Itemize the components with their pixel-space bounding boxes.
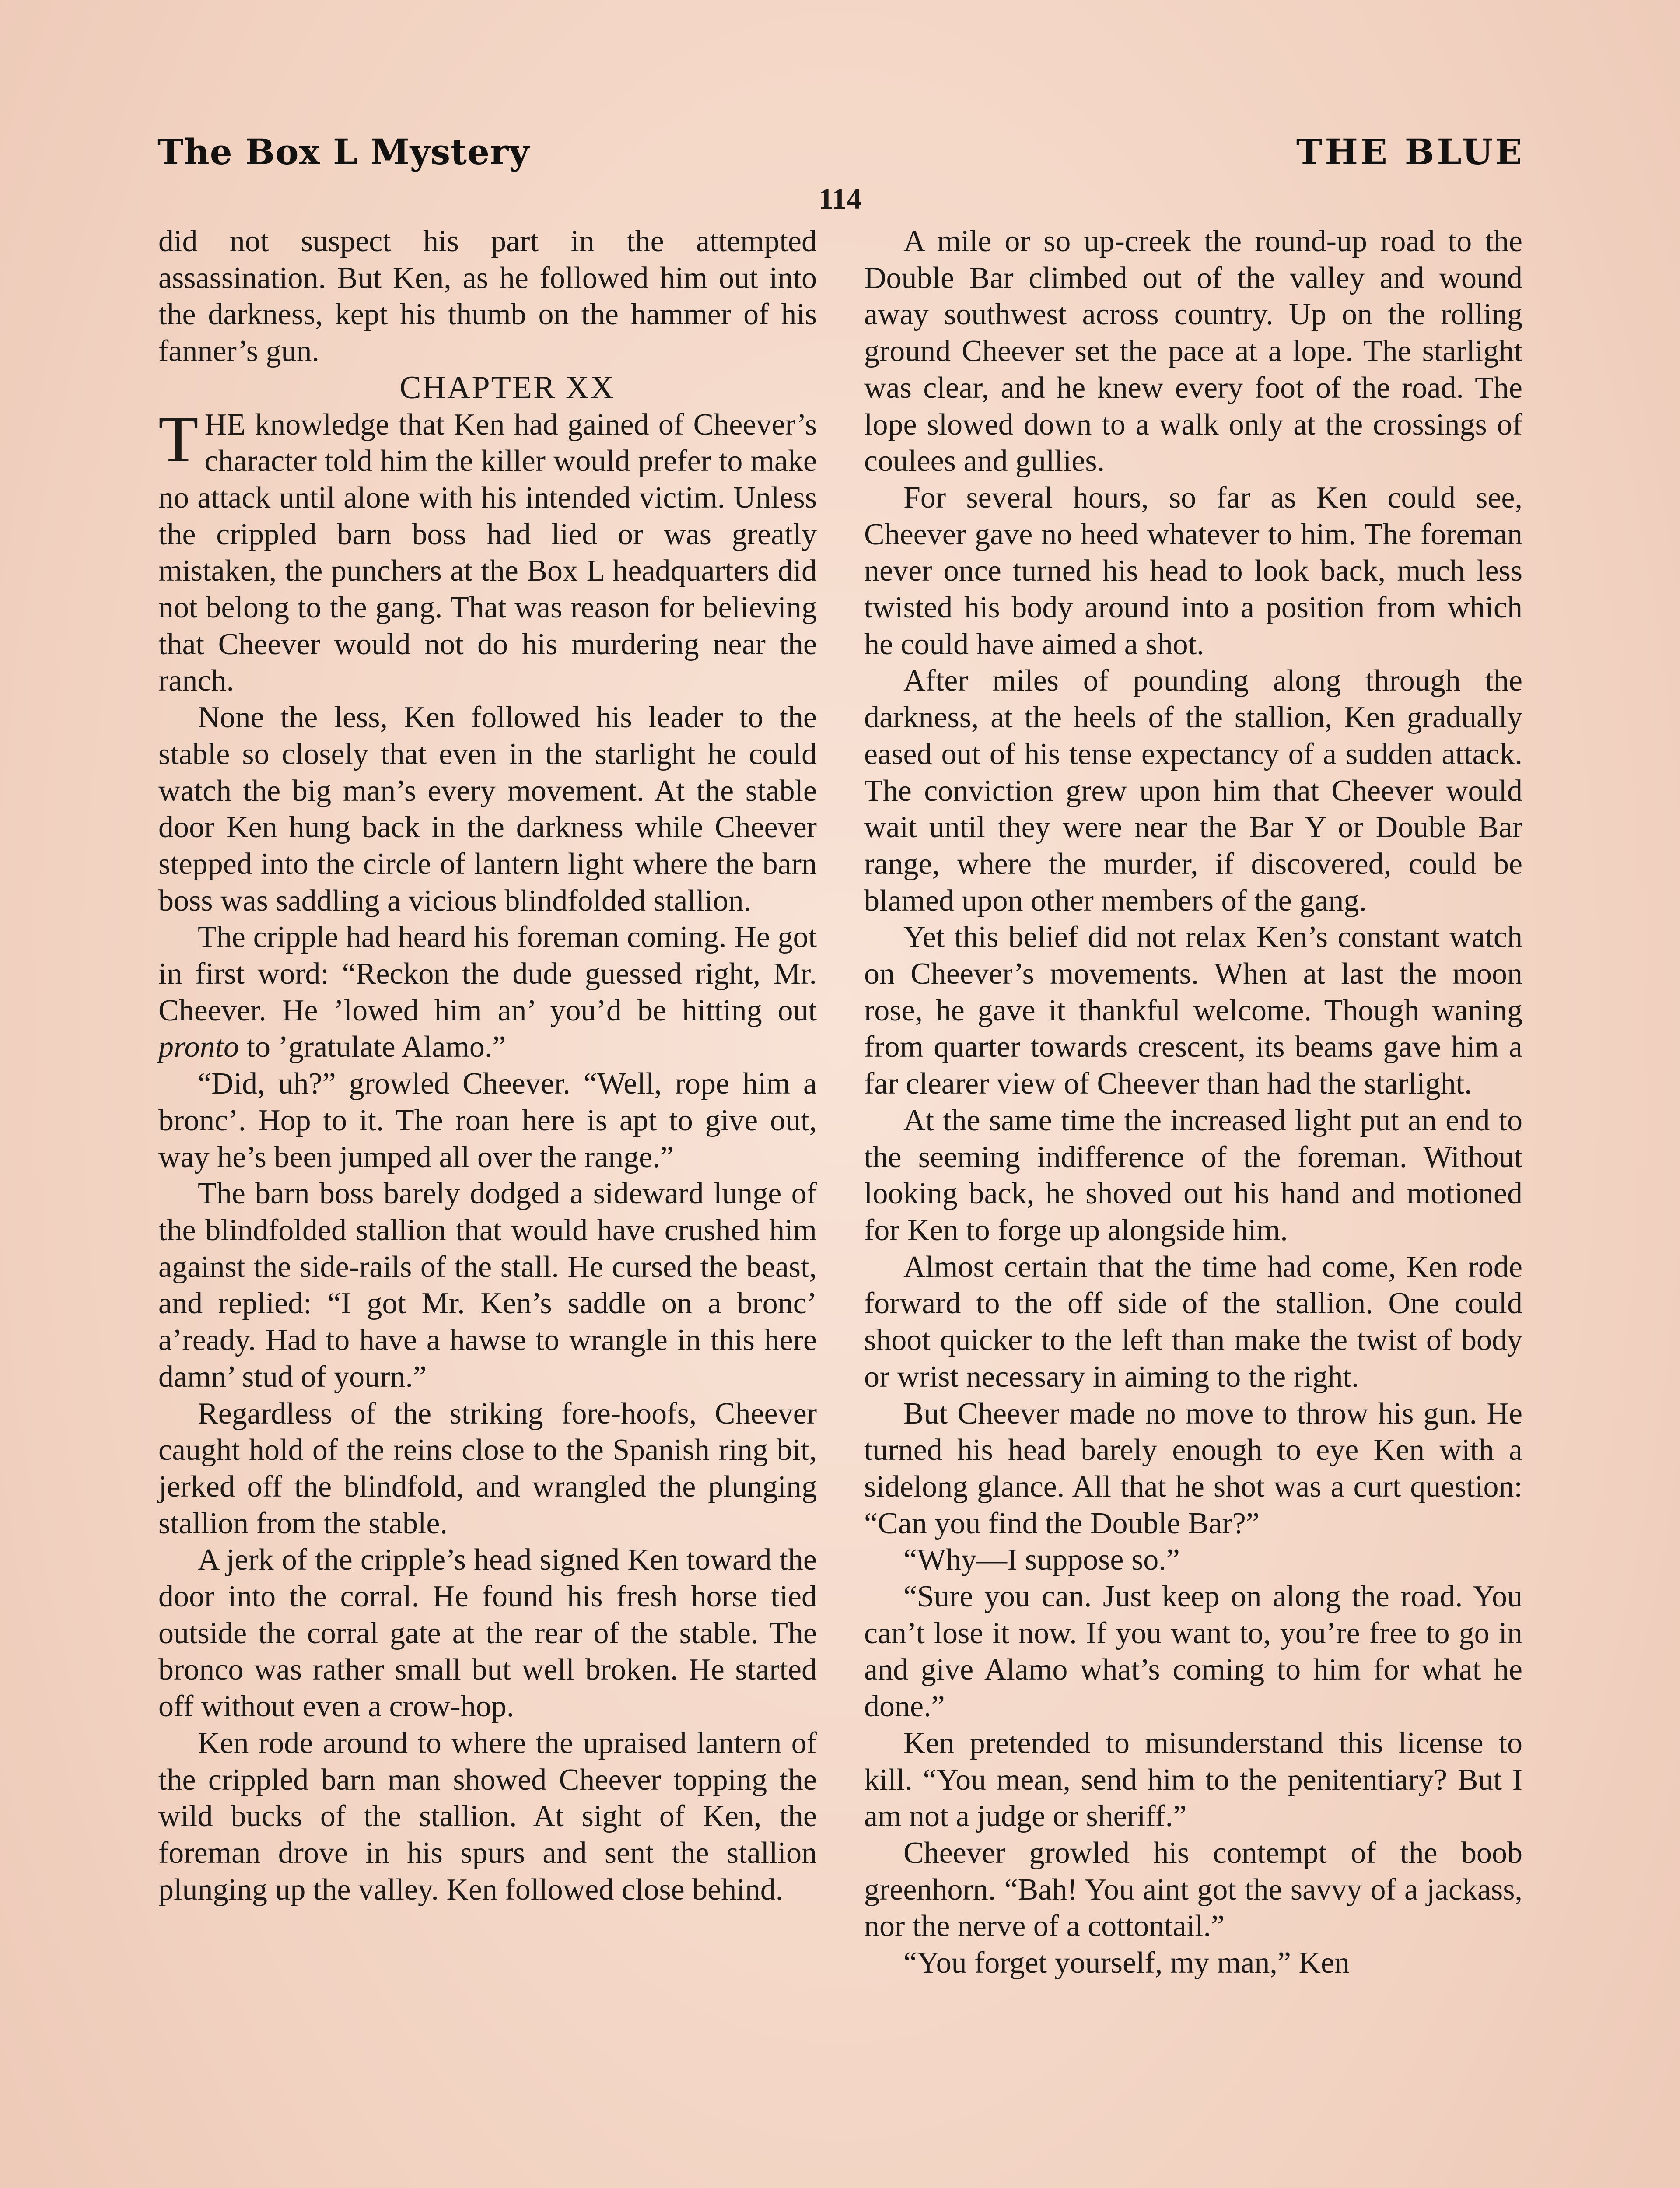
- paragraph-text: to ’gratulate Alamo.”: [239, 1030, 506, 1064]
- paragraph: Ken pretended to misunderstand this license to kill. “You mean, send him to the penitentiary? But I am not a judge or sheriff.”: [864, 1726, 1522, 1834]
- paragraph: None the less, Ken followed his leader to the stable so closely that even in the starlight he could watch the big man’s every movement. At the stable door Ken hung back in the darkness while Cheever stepped into the circle of lantern light where the barn boss was saddling a vicious blindfolded stallion.: [158, 701, 817, 918]
- paragraph: “Why—I suppose so.”: [903, 1543, 1180, 1577]
- chapter-heading: CHAPTER XX: [399, 369, 615, 406]
- running-head-magazine-title: THE BLUE: [1296, 131, 1525, 172]
- paragraph: Yet this belief did not relax Ken’s constant watch on Cheever’s movements. When at last the moon rose, he gave it thankful welcome. Though waning from quarter towards crescent, its beams gave him a far clearer view of Cheever than had the starlight.: [864, 920, 1522, 1101]
- paragraph: A mile or so up-creek the round-up road to the Double Bar climbed out of the valley and wound away southwest across country. Up on the rolling ground Cheever set the pace at a lope. The starlight was clear, and he knew every foot of the road. The lope slowed down to a walk only at the crossings of coulees and gullies.: [864, 224, 1522, 478]
- paragraph: Cheever growled his contempt of the boob greenhorn. “Bah! You aint got the savvy of a jackass, nor the nerve of a cottontail.”: [864, 1836, 1522, 1943]
- paragraph-text: The cripple had heard his foreman coming. He got in first word: “Reckon the dude guessed right, Mr. Cheever. He ’lowed him an’ you’d be hitting out: [158, 920, 817, 1027]
- paragraph: Ken rode around to where the upraised lantern of the crippled barn man showed Cheever topping the wild bucks of the stallion. At sight of Ken, the foreman drove in his spurs and sent the stallion plunging up the valley. Ken followed close behind.: [158, 1726, 817, 1907]
- paragraph: After miles of pounding along through the darkness, at the heels of the stallion, Ken gradually eased out of his tense expectancy of a sudden attack. The conviction grew upon him that Cheever would wait until they were near the Bar Y or Double Bar range, where the murder, if discovered, could be blamed upon other members of the gang.: [864, 664, 1522, 918]
- italic-word: pronto: [158, 1030, 239, 1064]
- left-column: [158, 223, 817, 1908]
- paragraph: At the same time the increased light put an end to the seeming indifference of the foreman. Without looking back, he shoved out his hand and motioned for Ken to forge up alongside him.: [864, 1103, 1522, 1247]
- paragraph: “Sure you can. Just keep on along the road. You can’t lose it now. If you want to, you’re free to go in and give Alamo what’s coming to him for what he done.”: [864, 1580, 1522, 1724]
- paragraph-opening: [158, 403, 817, 700]
- paragraph: did not suspect his part in the attempted assassination. But Ken, as he followed him out into the darkness, kept his thumb on the hammer of his fanner’s gun.: [158, 224, 817, 368]
- paragraph: “You forget yourself, my man,” Ken: [903, 1946, 1350, 1980]
- paragraph: But Cheever made no move to throw his gun. He turned his head barely enough to eye Ken with a sidelong glance. All that he shot was a curt question: “Can you find the Double Bar?”: [864, 1396, 1522, 1540]
- paragraph-text: HE knowledge that Ken had gained of Cheever’s character told him the killer would prefer to make no attack until alone with his intended victim. Unless the crippled barn boss had lied or was greatly mistaken, the punchers at the Box L headquarters did not belong to the gang. That was reason for believing that Cheever would not do his murdering near the ranch.: [158, 407, 817, 698]
- paragraph: For several hours, so far as Ken could see, Cheever gave no heed whatever to him. The foreman never once turned his head to look back, much less twisted his body around into a position from which he could have aimed a shot.: [864, 480, 1522, 661]
- page-number: 114: [818, 182, 862, 215]
- right-column: [864, 223, 1522, 1981]
- paragraph: Regardless of the striking fore-hoofs, Cheever caught hold of the reins close to the Spanish ring bit, jerked off the blindfold, and wrangled the plunging stallion from the stable.: [158, 1396, 817, 1540]
- paragraph: Almost certain that the time had come, Ken rode forward to the off side of the stallion. One could shoot quicker to the left than make the twist of body or wrist necessary in aiming to the right.: [864, 1250, 1522, 1394]
- paragraph: [158, 919, 817, 1066]
- drop-cap: T: [158, 403, 199, 476]
- paragraph: “Did, uh?” growled Cheever. “Well, rope him a bronc’. Hop to it. The roan here is apt to give out, way he’s been jumped all over the range.”: [158, 1067, 817, 1174]
- paragraph: The barn boss barely dodged a sideward lunge of the blindfolded stallion that would have crushed him against the side-rails of the stall. He cursed the beast, and replied: “I got Mr. Ken’s saddle on a bronc’ a’ready. Had to have a hawse to wrangle in this here damn’ stud of yourn.”: [158, 1177, 817, 1394]
- running-head-story-title: The Box L Mystery: [158, 131, 530, 172]
- paragraph: A jerk of the cripple’s head signed Ken toward the door into the corral. He found his fresh horse tied outside the corral gate at the rear of the stable. The bronco was rather small but well broken. He started off without even a crow-hop.: [158, 1543, 817, 1724]
